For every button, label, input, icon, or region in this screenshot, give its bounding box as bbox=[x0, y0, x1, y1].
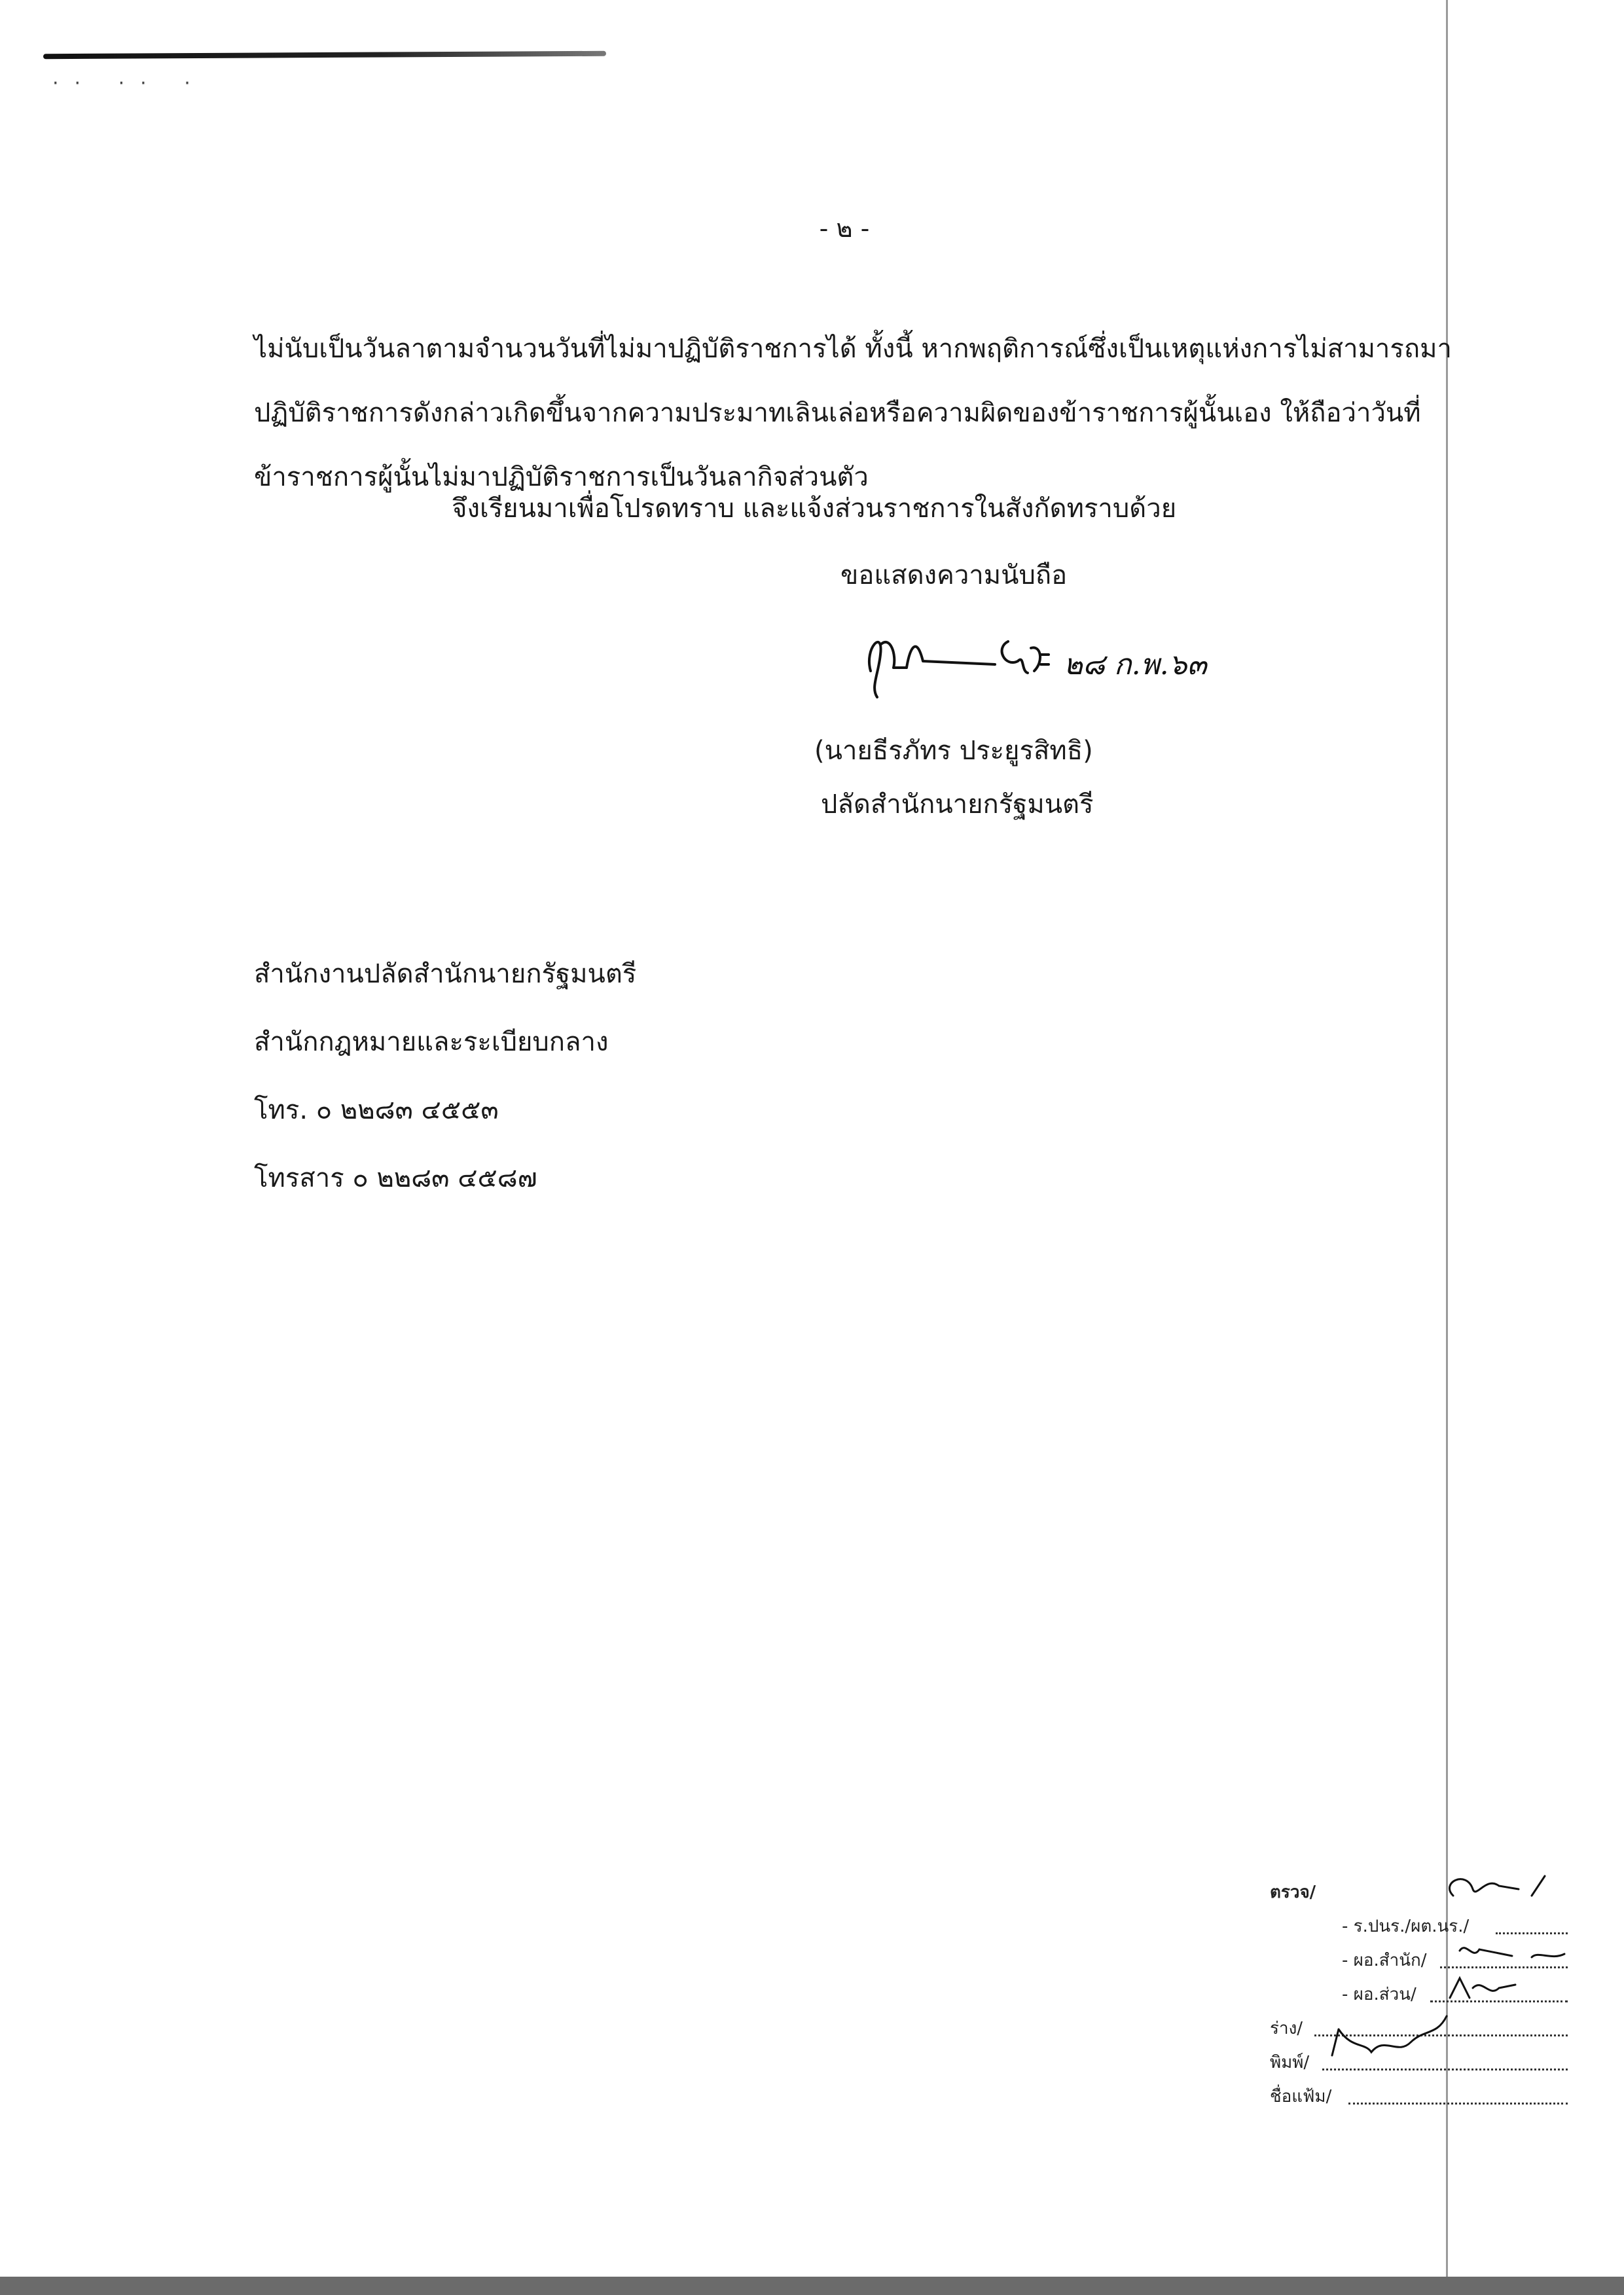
signature-date: ๒๘ ก.พ.๖๓ bbox=[1064, 648, 1207, 681]
body-paragraph-2: จึงเรียนมาเพื่อโปรดทราบ และแจ้งส่วนราชการในสังกัดทราบด้วย bbox=[452, 494, 1177, 524]
handwritten-initial-icon bbox=[1326, 2010, 1456, 2069]
routing-dots-1 bbox=[1496, 1919, 1568, 1934]
routing-stamp bbox=[1270, 1879, 1597, 2117]
routing-line-3: - ผอ.ส่วน/ bbox=[1342, 1985, 1416, 2004]
signature-block bbox=[844, 609, 1303, 707]
body-paragraph-1: ไม่นับเป็นวันลาตามจำนวนวันที่ไม่มาปฏิบัติราชการได้ ทั้งนี้ หากพฤติการณ์ซึ่งเป็นเหตุแห่งการไม่สามารถมาปฏิบัติราชการดังกล่าวเกิดขึ้นจากความประมาทเลินเล่อหรือความผิดของข้าราชการผู้นั้นเอง ให้ถือว่าวันที่ข้าราชการผู้นั้นไม่มาปฏิบัติราชการเป็นวันลากิจส่วนตัว bbox=[254, 334, 1452, 492]
footer-fax: โทรสาร ๐ ๒๒๘๓ ๔๕๘๗ bbox=[254, 1163, 537, 1193]
routing-filename: ชื่อแฟ้ม/ bbox=[1270, 2087, 1332, 2106]
routing-dots-filename bbox=[1348, 2089, 1568, 2105]
handwritten-initial-icon bbox=[1453, 1938, 1571, 1970]
routing-row-2 bbox=[1270, 1947, 1597, 1981]
handwritten-initial-icon bbox=[1440, 1870, 1558, 1909]
routing-draft: ร่าง/ bbox=[1270, 2019, 1303, 2038]
page-number: - ๒ - bbox=[819, 214, 870, 243]
signer-title: ปลัดสำนักนายกรัฐมนตรี bbox=[821, 789, 1094, 820]
footer-office: สำนักงานปลัดสำนักนายกรัฐมนตรี bbox=[254, 959, 637, 989]
routing-typed: พิมพ์/ bbox=[1270, 2053, 1310, 2072]
routing-header: ตรวจ/ bbox=[1270, 1883, 1316, 1902]
footer-division: สำนักกฎหมายและระเบียบกลาง bbox=[254, 1027, 609, 1057]
routing-line-2: - ผอ.สำนัก/ bbox=[1342, 1951, 1427, 1970]
scan-artifact-dots: ·· ·· · bbox=[52, 72, 206, 95]
handwritten-signature-icon bbox=[844, 609, 1303, 707]
scan-artifact-top-line bbox=[43, 51, 606, 60]
signer-name: (นายธีรภัทร ประยูรสิทธิ) bbox=[814, 736, 1093, 766]
routing-row-filename bbox=[1270, 2083, 1597, 2117]
routing-row-typed bbox=[1270, 2049, 1597, 2083]
handwritten-initial-icon bbox=[1443, 1972, 1522, 2004]
routing-header-row bbox=[1270, 1879, 1597, 1913]
routing-line-1: - ร.ปนร./ผต.นร./ bbox=[1342, 1917, 1470, 1936]
sender-footer bbox=[254, 940, 636, 1212]
scan-artifact-bottom-bar bbox=[0, 2277, 1624, 2295]
footer-phone: โทร. ๐ ๒๒๘๓ ๔๕๕๓ bbox=[254, 1095, 499, 1125]
closing-salutation: ขอแสดงความนับถือ bbox=[840, 560, 1068, 590]
